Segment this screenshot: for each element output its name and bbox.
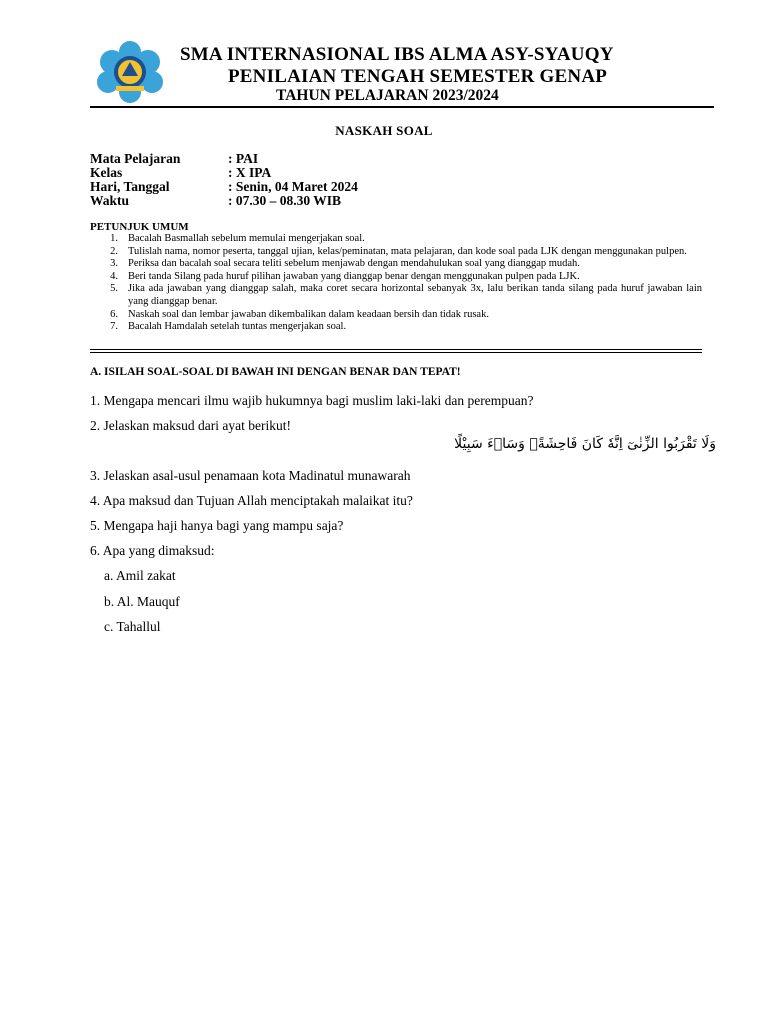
instruction-item bbox=[90, 246, 702, 259]
question-6-option-c: c. Tahallul bbox=[104, 619, 161, 634]
header-divider bbox=[90, 106, 714, 108]
question-2: 2. Jelaskan maksud dari ayat berikut! bbox=[90, 418, 291, 433]
instruction-number: 4. bbox=[110, 270, 118, 282]
info-row-date bbox=[90, 180, 358, 194]
question-3: 3. Jelaskan asal-usul penamaan kota Madinatul munawarah bbox=[90, 468, 411, 483]
instruction-text: Beri tanda Silang pada huruf pilihan jawaban yang dianggap benar dengan menggunakan pulpen pada LJK. bbox=[128, 270, 580, 282]
instruction-number: 1. bbox=[110, 233, 118, 244]
instruction-number: 3. bbox=[110, 258, 118, 270]
question-6: 6. Apa yang dimaksud: bbox=[90, 543, 215, 558]
question-4: 4. Apa maksud dan Tujuan Allah menciptakah malaikat itu? bbox=[90, 493, 413, 508]
instruction-number: 5. bbox=[110, 283, 118, 295]
instruction-number: 7. bbox=[110, 321, 118, 333]
instruction-item bbox=[90, 309, 702, 322]
instruction-number: 2. bbox=[110, 245, 118, 257]
info-value: : PAI bbox=[228, 151, 259, 166]
exam-title: PENILAIAN TENGAH SEMESTER GENAP bbox=[228, 66, 608, 87]
info-row-time bbox=[90, 194, 358, 208]
instruction-text: Bacalah Hamdalah setelah tuntas mengerjakan soal. bbox=[128, 321, 347, 333]
instructions-divider bbox=[90, 349, 702, 353]
document-title: NASKAH SOAL bbox=[335, 123, 433, 138]
info-value: : Senin, 04 Maret 2024 bbox=[228, 179, 358, 194]
info-label: Kelas bbox=[90, 165, 123, 180]
info-label: Hari, Tanggal bbox=[90, 179, 170, 194]
instruction-text: Periksa dan bacalah soal secara teliti sebelum menjawab dengan mendahulukan soal yang dianggap mudah. bbox=[128, 258, 580, 270]
instruction-item bbox=[90, 271, 702, 284]
quran-verse: وَلَا تَقْرَبُوا الزِّنٰىٓ اِنَّهٗ كَانَ فَاحِشَةًۗ وَسَاۤءَ سَبِيْلًا bbox=[454, 436, 716, 452]
instructions-list bbox=[90, 233, 702, 334]
school-logo bbox=[92, 40, 168, 104]
instructions-title: PETUNJUK UMUM bbox=[90, 221, 189, 233]
academic-year: TAHUN PELAJARAN 2023/2024 bbox=[276, 87, 499, 104]
instruction-item bbox=[90, 321, 702, 334]
info-value: : 07.30 – 08.30 WIB bbox=[228, 193, 342, 208]
instruction-number: 6. bbox=[110, 308, 118, 320]
info-label: Waktu bbox=[90, 193, 130, 208]
question-5: 5. Mengapa haji hanya bagi yang mampu saja? bbox=[90, 518, 344, 533]
instruction-item bbox=[90, 233, 702, 246]
instruction-item bbox=[90, 283, 702, 308]
instruction-text: Bacalah Basmallah sebelum memulai mengerjakan soal. bbox=[128, 233, 365, 244]
info-value: : X IPA bbox=[228, 165, 272, 180]
school-name: SMA INTERNASIONAL IBS ALMA ASY-SYAUQY bbox=[180, 44, 614, 65]
instruction-text: Jika ada jawaban yang dianggap salah, maka coret secara horizontal sebanyak 3x, lalu berikan tanda silang pada huruf jawaban lain yang dianggap benar. bbox=[128, 283, 702, 307]
instruction-text: Naskah soal dan lembar jawaban dikembalikan dalam keadaan bersih dan tidak rusak. bbox=[128, 308, 489, 320]
question-6-option-a: a. Amil zakat bbox=[104, 568, 176, 583]
exam-info bbox=[90, 152, 358, 208]
instruction-text: Tulislah nama, nomor peserta, tanggal ujian, kelas/peminatan, mata pelajaran, dan kode soal pada LJK dengan menggunakan pulpen. bbox=[128, 245, 687, 257]
info-row-subject bbox=[90, 152, 358, 166]
info-row-class bbox=[90, 166, 358, 180]
section-a-heading: A. ISILAH SOAL-SOAL DI BAWAH INI DENGAN BENAR DAN TEPAT! bbox=[90, 366, 461, 378]
question-1: 1. Mengapa mencari ilmu wajib hukumnya bagi muslim laki-laki dan perempuan? bbox=[90, 393, 534, 408]
instruction-item bbox=[90, 258, 702, 271]
info-label: Mata Pelajaran bbox=[90, 151, 181, 166]
question-6-option-b: b. Al. Mauquf bbox=[104, 594, 180, 609]
